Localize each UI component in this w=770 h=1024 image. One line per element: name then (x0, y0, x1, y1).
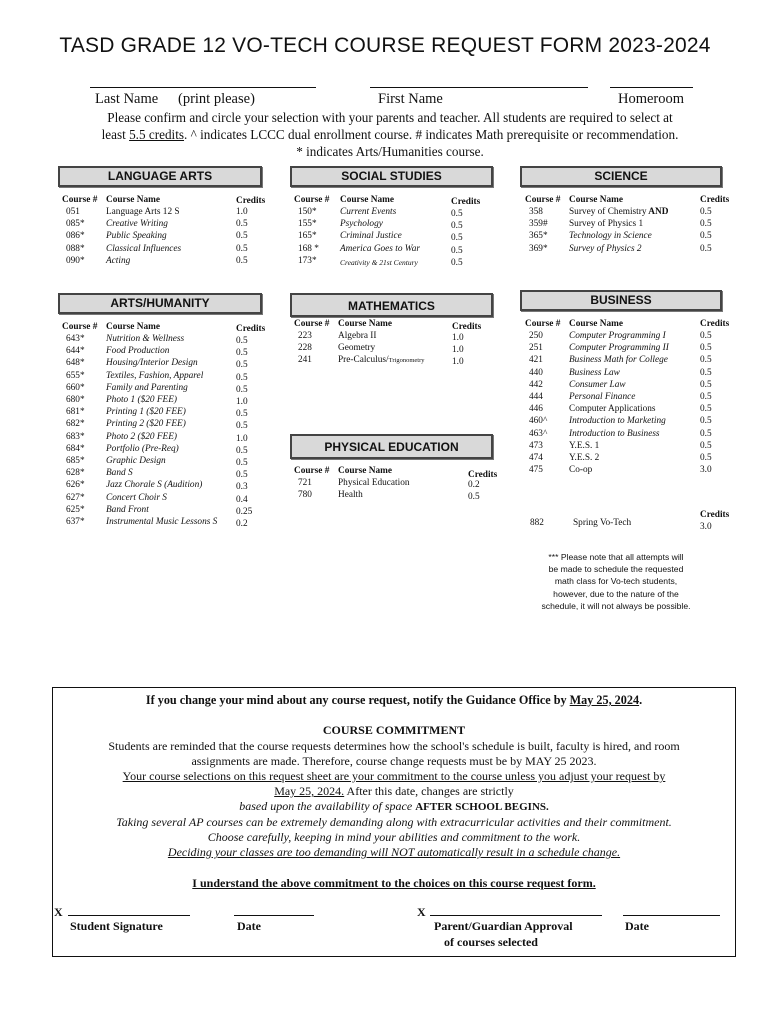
course-credits: 0.25 (236, 506, 253, 517)
course-number[interactable]: 358 (529, 207, 543, 217)
math-note-line: be made to schedule the requested (548, 564, 684, 575)
course-number[interactable]: 627* (66, 492, 85, 503)
course-name[interactable]: Computer Programming I (569, 331, 666, 341)
course-name[interactable]: Photo 1 ($20 FEE) (106, 395, 178, 405)
vo-tech-credits: 3.0 (700, 522, 712, 532)
commitment-p8-rest: are too demanding will NOT automatically result in a schedule change. (273, 845, 621, 859)
course-number[interactable]: 250 (529, 331, 543, 341)
course-name-header: Course Name (106, 195, 160, 205)
print-please-label: (print please) (178, 91, 255, 107)
course-credits: 0.5 (700, 416, 712, 427)
course-credits: 0.5 (700, 379, 712, 390)
course-name[interactable]: Computer Programming II (569, 343, 669, 354)
course-number[interactable]: 626* (66, 480, 85, 491)
course-credits: 0.5 (236, 360, 248, 371)
instructions-line2 (60, 126, 720, 143)
course-name[interactable]: Concert Choir S (106, 492, 167, 503)
course-name[interactable]: Computer Applications (569, 404, 656, 415)
course-credits: 0.5 (236, 384, 248, 395)
social-studies-header: SOCIAL STUDIES (290, 166, 493, 187)
course-credits: 0.5 (236, 409, 248, 420)
course-credits: 1.0 (452, 345, 464, 356)
course-number[interactable]: 421 (529, 355, 543, 366)
course-credits: 0.5 (700, 331, 712, 341)
course-number[interactable]: 228 (298, 343, 312, 354)
course-number[interactable]: 683* (66, 431, 85, 442)
course-name[interactable]: Survey of Chemistry AND (569, 207, 669, 217)
commitment-p4 (53, 784, 735, 799)
course-number[interactable]: 644* (66, 346, 85, 357)
course-credits: 0.5 (700, 355, 712, 366)
student-signature-label: Student Signature (70, 919, 163, 933)
course-number[interactable]: 684* (66, 443, 85, 454)
parent-date-line[interactable] (623, 915, 720, 916)
course-name[interactable]: Instrumental Music Lessons S (106, 517, 218, 527)
credits-header: Credits (236, 196, 266, 206)
first-name-line[interactable] (370, 87, 588, 88)
student-date-label: Date (237, 919, 261, 933)
course-name-header: Course Name (569, 319, 623, 329)
credits-requirement: 5.5 credits (129, 127, 185, 142)
course-number[interactable]: 682* (66, 419, 85, 430)
course-number-header: Course # (294, 466, 330, 476)
course-name[interactable]: Survey of Physics 2 (569, 243, 642, 254)
course-number[interactable]: 721 (298, 478, 312, 488)
course-name[interactable]: Band Front (106, 504, 149, 515)
course-name-header: Course Name (569, 195, 623, 205)
course-credits: 0.5 (236, 336, 248, 346)
vo-tech-course-number[interactable]: 882 (530, 518, 544, 528)
course-number[interactable]: 088* (66, 243, 85, 254)
course-name[interactable]: Physical Education (338, 478, 410, 488)
parent-x-mark: X (417, 905, 426, 919)
homeroom-label: Homeroom (618, 91, 685, 107)
course-name[interactable]: Classical Influences (106, 243, 182, 254)
instructions (60, 109, 720, 160)
course-credits: 0.5 (700, 404, 712, 415)
course-credits: 0.5 (236, 243, 248, 254)
course-name[interactable]: Creativity & 21st Century (340, 257, 418, 267)
course-credits: 1.0 (236, 433, 248, 444)
course-credits: 0.5 (236, 219, 248, 230)
credits-header: Credits (452, 322, 482, 332)
course-number[interactable]: 150* (298, 207, 317, 217)
course-number[interactable]: 473 (529, 440, 543, 451)
course-credits: 1.0 (452, 357, 464, 368)
course-number-header: Course # (62, 195, 98, 205)
course-credits: 0.5 (451, 209, 463, 219)
course-name[interactable]: Language Arts 12 S (106, 207, 180, 217)
course-name-header: Course Name (338, 466, 392, 476)
course-number[interactable]: 648* (66, 358, 85, 369)
course-name[interactable]: Introduction to Marketing (569, 416, 666, 427)
credits-header: Credits (468, 470, 498, 480)
course-credits: 0.5 (700, 428, 712, 439)
course-number-header: Course # (62, 322, 98, 332)
course-credits: 1.0 (236, 207, 248, 217)
course-credits: 0.5 (236, 458, 248, 468)
course-number[interactable]: 475 (529, 465, 543, 476)
commitment-box (52, 687, 736, 957)
course-number[interactable]: 625* (66, 504, 85, 515)
course-number[interactable]: 090* (66, 255, 85, 266)
course-credits: 0.2 (236, 519, 248, 529)
course-credits: 0.5 (700, 440, 712, 451)
course-number[interactable]: 223 (298, 331, 312, 341)
commitment-p5 (53, 799, 735, 814)
course-number[interactable]: 086* (66, 231, 85, 242)
first-name-label: First Name (378, 91, 443, 107)
course-name[interactable]: Graphic Design (106, 456, 166, 466)
course-number[interactable]: 463^ (529, 428, 548, 439)
course-credits: 0.5 (236, 231, 248, 242)
course-credits: 0.5 (700, 343, 712, 354)
course-name[interactable]: Pre-Calculus/Trigonometry (338, 355, 425, 366)
course-number[interactable]: 685* (66, 456, 85, 466)
commitment-p6: Taking several AP courses can be extremely demanding along with extracurricular activities and their commitment. (116, 815, 672, 829)
course-number[interactable]: 085* (66, 219, 85, 230)
commitment-p8 (53, 845, 735, 860)
course-number[interactable]: 165* (298, 231, 317, 242)
course-name[interactable]: Consumer Law (569, 379, 626, 390)
course-name[interactable]: Business Math for College (569, 355, 668, 366)
course-credits: 0.5 (700, 392, 712, 402)
course-number[interactable]: 251 (529, 343, 543, 354)
credits-header: Credits (700, 319, 730, 329)
change-notice-text: If you change your mind about any course request, notify the Guidance Office by (145, 693, 567, 707)
course-number[interactable]: 643* (66, 334, 85, 344)
course-number[interactable]: 681* (66, 407, 85, 418)
change-notice-end: . (639, 693, 643, 707)
math-note-line: however, due to the nature of the (553, 588, 679, 599)
arts-humanity-header: ARTS/HUMANITY (58, 293, 262, 314)
commitment-heading: COURSE COMMITMENT (322, 723, 466, 737)
course-name[interactable]: Personal Finance (569, 392, 636, 402)
course-name[interactable]: Y.E.S. 2 (569, 453, 600, 463)
course-name[interactable]: Geometry (338, 343, 376, 354)
course-name[interactable]: Jazz Chorale S (Audition) (106, 480, 203, 491)
course-credits: 0.4 (236, 494, 248, 505)
course-number[interactable]: 660* (66, 382, 85, 393)
course-number[interactable]: 442 (529, 379, 543, 390)
course-number[interactable]: 369* (529, 243, 548, 254)
course-name[interactable]: Creative Writing (106, 219, 168, 230)
course-name[interactable]: Introduction to Business (569, 428, 660, 439)
course-number[interactable]: 051 (66, 207, 80, 217)
student-date-line[interactable] (234, 915, 314, 916)
commitment-p1: Students are reminded that the course requests determines how the school's schedule is built, faculty is hired, and room (108, 739, 680, 753)
course-number-header: Course # (294, 195, 330, 205)
course-name[interactable]: Survey of Physics 1 (569, 219, 644, 230)
course-number[interactable]: 780 (298, 490, 312, 501)
course-credits: 1.0 (236, 397, 248, 407)
course-number[interactable]: 365* (529, 231, 548, 242)
course-number[interactable]: 680* (66, 395, 85, 405)
course-number[interactable]: 155* (298, 219, 317, 230)
course-name[interactable]: Nutrition & Wellness (106, 334, 185, 344)
course-credits: 3.0 (700, 465, 712, 476)
vo-tech-credits-label: Credits (700, 510, 730, 520)
commitment-p4-rest: After this date, changes are strictly (344, 784, 514, 798)
legend-text: . ^ indicates LCCC dual enrollment course. # indicates Math prerequisite or recommendation. (184, 127, 679, 142)
course-credits: 0.5 (236, 421, 248, 432)
course-name[interactable]: Public Speaking (106, 231, 167, 242)
course-credits: 0.5 (468, 492, 480, 503)
course-name[interactable]: Family and Parenting (106, 382, 188, 393)
course-number[interactable]: 440 (529, 367, 543, 378)
course-credits: 0.5 (236, 255, 248, 266)
course-name[interactable]: Co-op (569, 465, 593, 476)
course-name[interactable]: America Goes to War (340, 243, 420, 254)
course-credits: 0.5 (700, 243, 712, 254)
math-note-line: schedule, it will not always be possible. (541, 600, 691, 611)
math-note-line: *** Please note that all attempts will (548, 552, 684, 562)
math-note (527, 551, 705, 612)
course-number[interactable]: 359# (529, 219, 548, 230)
parent-signature-line[interactable] (430, 915, 602, 916)
course-credits: 0.5 (451, 245, 463, 256)
commitment-date: May 25, 2024. (274, 784, 345, 798)
vo-tech-course-name[interactable]: Spring Vo-Tech (573, 518, 632, 528)
course-credits: 0.5 (451, 257, 463, 268)
course-credits: 0.5 (451, 233, 463, 244)
course-number[interactable]: 637* (66, 517, 85, 527)
course-number[interactable]: 168 * (298, 243, 319, 254)
course-name[interactable]: Printing 2 ($20 FEE) (106, 419, 186, 430)
credits-header: Credits (700, 195, 730, 205)
course-name-suffix: Trigonometry (388, 357, 425, 365)
course-credits: 0.5 (700, 453, 712, 463)
change-deadline: May 25, 2024 (569, 693, 640, 707)
change-notice (53, 693, 735, 708)
math-note-line: math class for Vo-tech students, (554, 576, 678, 587)
course-credits: 0.5 (700, 207, 712, 217)
course-name[interactable]: Y.E.S. 1 (569, 440, 600, 451)
course-name-header: Course Name (338, 319, 392, 329)
homeroom-line[interactable] (610, 87, 693, 88)
course-name[interactable]: Business Law (569, 367, 620, 378)
course-credits: 0.3 (236, 482, 248, 493)
after-school-begins: AFTER SCHOOL BEGINS. (415, 801, 549, 813)
commitment-p5-text: based upon the availability of space (239, 799, 416, 813)
course-name[interactable]: Housing/Interior Design (106, 358, 198, 369)
commitment-p2: assignments are made. Therefore, course change requests must be by MAY 25 2023. (191, 754, 597, 768)
course-credits: 0.5 (236, 372, 248, 383)
business-header: BUSINESS (520, 290, 722, 311)
course-number-header: Course # (525, 319, 561, 329)
student-x-mark: X (54, 905, 63, 919)
course-name[interactable]: Acting (106, 255, 131, 266)
instructions-line1: Please confirm and circle your selection with your parents and teacher. All students are required to select at (107, 110, 673, 125)
course-credits: 0.5 (236, 445, 248, 456)
parent-date-label: Date (625, 919, 649, 933)
instructions-line3: * indicates Arts/Humanities course. (296, 144, 484, 159)
course-number[interactable]: 241 (298, 355, 312, 366)
course-name[interactable]: Band S (106, 468, 133, 479)
last-name-line[interactable] (90, 87, 316, 88)
course-credits: 0.5 (236, 470, 248, 481)
last-name-label: Last Name (95, 91, 159, 107)
commitment-p7: Choose carefully, keeping in mind your abilities and commitment to the work. (207, 830, 581, 844)
course-name[interactable]: Health (338, 490, 363, 501)
understand-statement: I understand the above commitment to the choices on this course request form. (192, 876, 596, 890)
parent-approval-label-2: of courses selected (444, 935, 538, 949)
least-text: least (101, 127, 130, 142)
physical-education-header: PHYSICAL EDUCATION (290, 434, 493, 459)
course-credits: 0.5 (700, 367, 712, 378)
course-name[interactable]: Technology in Science (569, 231, 652, 242)
mathematics-header: MATHEMATICS (290, 293, 493, 317)
course-number[interactable]: 446 (529, 404, 543, 415)
course-name-header: Course Name (340, 195, 394, 205)
course-number[interactable]: 655* (66, 370, 85, 381)
science-header: SCIENCE (520, 166, 722, 187)
course-number[interactable]: 444 (529, 392, 543, 402)
course-credits: 0.5 (700, 219, 712, 230)
student-signature-line[interactable] (68, 915, 190, 916)
course-name[interactable]: Psychology (340, 219, 383, 230)
form-title: TASD GRADE 12 VO-TECH COURSE REQUEST FORM 2023-2024 (59, 34, 711, 57)
course-number-header: Course # (525, 195, 561, 205)
course-number[interactable]: 628* (66, 468, 85, 479)
course-name[interactable]: Photo 2 ($20 FEE) (106, 431, 178, 442)
deciding-classes: Deciding your classes (167, 845, 274, 859)
course-name-suffix: AND (646, 207, 669, 217)
course-name[interactable]: Textiles, Fashion, Apparel (106, 370, 204, 381)
course-credits: 0.5 (700, 231, 712, 242)
course-name-header: Course Name (106, 322, 160, 332)
credits-header: Credits (451, 197, 481, 207)
course-name[interactable]: Current Events (340, 207, 397, 217)
language-arts-header: LANGUAGE ARTS (58, 166, 262, 187)
credits-header: Credits (236, 324, 266, 334)
course-name[interactable]: Algebra II (338, 331, 377, 341)
course-number[interactable]: 173* (298, 255, 317, 266)
course-credits: 0.5 (236, 348, 248, 359)
course-name[interactable]: Portfolio (Pre-Req) (106, 443, 179, 454)
course-credits: 0.5 (451, 221, 463, 232)
course-number[interactable]: 460^ (529, 416, 548, 427)
course-name[interactable]: Food Production (106, 346, 170, 357)
course-name[interactable]: Printing 1 ($20 FEE) (106, 407, 186, 418)
course-credits: 0.2 (468, 480, 480, 490)
commitment-p3: Your course selections on this request sheet are your commitment to the course unless you adjust your request by (122, 769, 666, 783)
course-number-header: Course # (294, 319, 330, 329)
course-name[interactable]: Criminal Justice (340, 231, 402, 242)
course-credits: 1.0 (452, 333, 464, 343)
course-number[interactable]: 474 (529, 453, 543, 463)
parent-approval-label: Parent/Guardian Approval (434, 919, 573, 933)
